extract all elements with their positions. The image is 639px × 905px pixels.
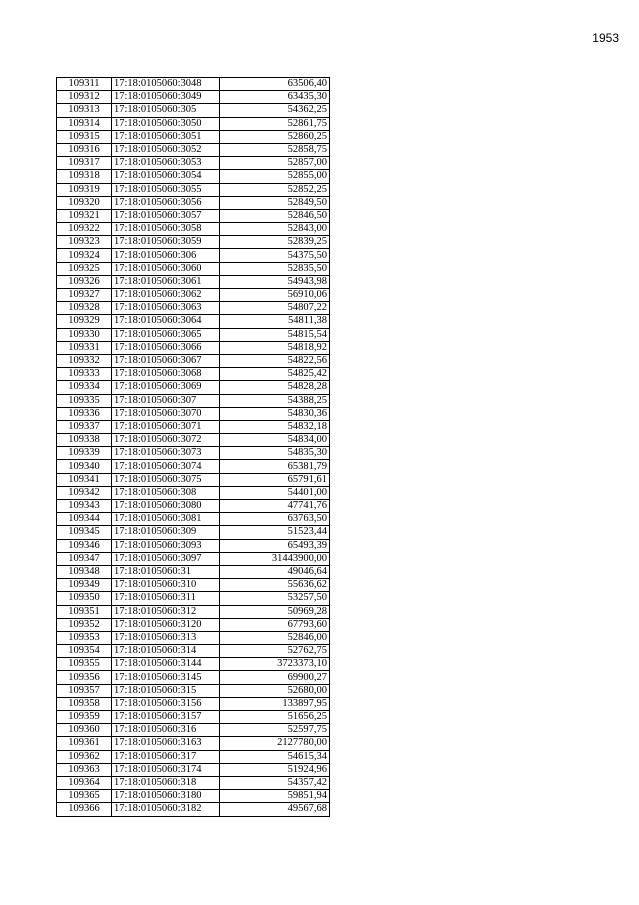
cadastral-number-cell: 17:18:0105060:3156 bbox=[112, 697, 220, 710]
table-row bbox=[57, 117, 330, 130]
cadastral-number-cell: 17:18:0105060:3060 bbox=[112, 262, 220, 275]
cadastral-number-cell: 17:18:0105060:3120 bbox=[112, 618, 220, 631]
row-number-cell: 109320 bbox=[57, 196, 112, 209]
table-row bbox=[57, 763, 330, 776]
value-cell: 31443900,00 bbox=[220, 552, 330, 565]
row-number-cell: 109344 bbox=[57, 513, 112, 526]
cadastral-number-cell: 17:18:0105060:307 bbox=[112, 394, 220, 407]
cadastral-number-cell: 17:18:0105060:3157 bbox=[112, 711, 220, 724]
row-number-cell: 109346 bbox=[57, 539, 112, 552]
row-number-cell: 109316 bbox=[57, 143, 112, 156]
cadastral-number-cell: 17:18:0105060:3097 bbox=[112, 552, 220, 565]
table-row bbox=[57, 183, 330, 196]
cadastral-number-cell: 17:18:0105060:3064 bbox=[112, 315, 220, 328]
table-row bbox=[57, 170, 330, 183]
row-number-cell: 109324 bbox=[57, 249, 112, 262]
cadastral-number-cell: 17:18:0105060:3049 bbox=[112, 91, 220, 104]
value-cell: 54832,18 bbox=[220, 420, 330, 433]
page-number: 1953 bbox=[592, 31, 619, 45]
table-row bbox=[57, 209, 330, 222]
row-number-cell: 109351 bbox=[57, 605, 112, 618]
row-number-cell: 109314 bbox=[57, 117, 112, 130]
table-row bbox=[57, 500, 330, 513]
cadastral-number-cell: 17:18:0105060:315 bbox=[112, 684, 220, 697]
row-number-cell: 109319 bbox=[57, 183, 112, 196]
value-cell: 54822,56 bbox=[220, 354, 330, 367]
cadastral-number-cell: 17:18:0105060:3080 bbox=[112, 500, 220, 513]
value-cell: 51656,25 bbox=[220, 711, 330, 724]
value-cell: 2127780,00 bbox=[220, 737, 330, 750]
row-number-cell: 109355 bbox=[57, 658, 112, 671]
value-cell: 55636,62 bbox=[220, 579, 330, 592]
table-row bbox=[57, 776, 330, 789]
row-number-cell: 109326 bbox=[57, 275, 112, 288]
table-row bbox=[57, 447, 330, 460]
value-cell: 47741,76 bbox=[220, 500, 330, 513]
table-row bbox=[57, 368, 330, 381]
row-number-cell: 109360 bbox=[57, 724, 112, 737]
row-number-cell: 109357 bbox=[57, 684, 112, 697]
table-body bbox=[57, 78, 330, 817]
cadastral-number-cell: 17:18:0105060:3182 bbox=[112, 803, 220, 816]
value-cell: 52843,00 bbox=[220, 223, 330, 236]
table-row bbox=[57, 130, 330, 143]
table-row bbox=[57, 803, 330, 816]
row-number-cell: 109325 bbox=[57, 262, 112, 275]
cadastral-number-cell: 17:18:0105060:3059 bbox=[112, 236, 220, 249]
row-number-cell: 109347 bbox=[57, 552, 112, 565]
cadastral-number-cell: 17:18:0105060:3068 bbox=[112, 368, 220, 381]
value-cell: 63435,30 bbox=[220, 91, 330, 104]
row-number-cell: 109358 bbox=[57, 697, 112, 710]
row-number-cell: 109342 bbox=[57, 486, 112, 499]
value-cell: 52680,00 bbox=[220, 684, 330, 697]
row-number-cell: 109363 bbox=[57, 763, 112, 776]
cadastral-number-cell: 17:18:0105060:3073 bbox=[112, 447, 220, 460]
cadastral-number-cell: 17:18:0105060:3053 bbox=[112, 157, 220, 170]
value-cell: 54830,36 bbox=[220, 407, 330, 420]
table-row bbox=[57, 354, 330, 367]
value-cell: 52839,25 bbox=[220, 236, 330, 249]
table-row bbox=[57, 262, 330, 275]
value-cell: 3723373,10 bbox=[220, 658, 330, 671]
table-row bbox=[57, 473, 330, 486]
cadastral-number-cell: 17:18:0105060:3174 bbox=[112, 763, 220, 776]
row-number-cell: 109312 bbox=[57, 91, 112, 104]
table-row bbox=[57, 460, 330, 473]
row-number-cell: 109313 bbox=[57, 104, 112, 117]
table-row bbox=[57, 631, 330, 644]
value-cell: 49046,64 bbox=[220, 565, 330, 578]
cadastral-number-cell: 17:18:0105060:3074 bbox=[112, 460, 220, 473]
value-cell: 65381,79 bbox=[220, 460, 330, 473]
value-cell: 54811,38 bbox=[220, 315, 330, 328]
table-row bbox=[57, 249, 330, 262]
value-cell: 54943,98 bbox=[220, 275, 330, 288]
table-row bbox=[57, 565, 330, 578]
value-cell: 52835,50 bbox=[220, 262, 330, 275]
row-number-cell: 109352 bbox=[57, 618, 112, 631]
cadastral-number-cell: 17:18:0105060:3058 bbox=[112, 223, 220, 236]
cadastral-number-cell: 17:18:0105060:312 bbox=[112, 605, 220, 618]
table-row bbox=[57, 592, 330, 605]
cadastral-number-cell: 17:18:0105060:310 bbox=[112, 579, 220, 592]
value-cell: 54375,50 bbox=[220, 249, 330, 262]
row-number-cell: 109366 bbox=[57, 803, 112, 816]
table-row bbox=[57, 539, 330, 552]
table-row bbox=[57, 157, 330, 170]
cadastral-number-cell: 17:18:0105060:3072 bbox=[112, 434, 220, 447]
value-cell: 54825,42 bbox=[220, 368, 330, 381]
value-cell: 52846,00 bbox=[220, 631, 330, 644]
row-number-cell: 109322 bbox=[57, 223, 112, 236]
value-cell: 65791,61 bbox=[220, 473, 330, 486]
table-row bbox=[57, 236, 330, 249]
row-number-cell: 109365 bbox=[57, 790, 112, 803]
row-number-cell: 109356 bbox=[57, 671, 112, 684]
table-row bbox=[57, 223, 330, 236]
row-number-cell: 109332 bbox=[57, 354, 112, 367]
cadastral-number-cell: 17:18:0105060:3048 bbox=[112, 78, 220, 91]
row-number-cell: 109318 bbox=[57, 170, 112, 183]
row-number-cell: 109317 bbox=[57, 157, 112, 170]
cadastral-number-cell: 17:18:0105060:3069 bbox=[112, 381, 220, 394]
cadastral-value-table bbox=[56, 77, 330, 817]
row-number-cell: 109330 bbox=[57, 328, 112, 341]
cadastral-number-cell: 17:18:0105060:3163 bbox=[112, 737, 220, 750]
row-number-cell: 109348 bbox=[57, 565, 112, 578]
value-cell: 52855,00 bbox=[220, 170, 330, 183]
cadastral-number-cell: 17:18:0105060:3075 bbox=[112, 473, 220, 486]
row-number-cell: 109323 bbox=[57, 236, 112, 249]
row-number-cell: 109341 bbox=[57, 473, 112, 486]
cadastral-number-cell: 17:18:0105060:309 bbox=[112, 526, 220, 539]
cadastral-number-cell: 17:18:0105060:3052 bbox=[112, 143, 220, 156]
value-cell: 52861,75 bbox=[220, 117, 330, 130]
cadastral-number-cell: 17:18:0105060:3063 bbox=[112, 302, 220, 315]
value-cell: 54835,30 bbox=[220, 447, 330, 460]
table-row bbox=[57, 315, 330, 328]
table-row bbox=[57, 724, 330, 737]
value-cell: 54818,92 bbox=[220, 341, 330, 354]
table-row bbox=[57, 407, 330, 420]
table-row bbox=[57, 605, 330, 618]
table-row bbox=[57, 552, 330, 565]
value-cell: 63763,50 bbox=[220, 513, 330, 526]
cadastral-number-cell: 17:18:0105060:316 bbox=[112, 724, 220, 737]
cadastral-number-cell: 17:18:0105060:3061 bbox=[112, 275, 220, 288]
cadastral-number-cell: 17:18:0105060:3066 bbox=[112, 341, 220, 354]
cadastral-number-cell: 17:18:0105060:308 bbox=[112, 486, 220, 499]
cadastral-number-cell: 17:18:0105060:3070 bbox=[112, 407, 220, 420]
cadastral-number-cell: 17:18:0105060:3081 bbox=[112, 513, 220, 526]
value-cell: 133897,95 bbox=[220, 697, 330, 710]
row-number-cell: 109336 bbox=[57, 407, 112, 420]
table-row bbox=[57, 434, 330, 447]
row-number-cell: 109331 bbox=[57, 341, 112, 354]
table-row bbox=[57, 671, 330, 684]
table-row bbox=[57, 143, 330, 156]
table-row bbox=[57, 750, 330, 763]
row-number-cell: 109345 bbox=[57, 526, 112, 539]
cadastral-number-cell: 17:18:0105060:3050 bbox=[112, 117, 220, 130]
value-cell: 59851,94 bbox=[220, 790, 330, 803]
value-cell: 52852,25 bbox=[220, 183, 330, 196]
value-cell: 51924,96 bbox=[220, 763, 330, 776]
cadastral-number-cell: 17:18:0105060:3145 bbox=[112, 671, 220, 684]
value-cell: 54401,00 bbox=[220, 486, 330, 499]
cadastral-number-cell: 17:18:0105060:306 bbox=[112, 249, 220, 262]
table-row bbox=[57, 645, 330, 658]
value-cell: 52857,00 bbox=[220, 157, 330, 170]
cadastral-number-cell: 17:18:0105060:3065 bbox=[112, 328, 220, 341]
cadastral-number-cell: 17:18:0105060:314 bbox=[112, 645, 220, 658]
table-row bbox=[57, 394, 330, 407]
value-cell: 52849,50 bbox=[220, 196, 330, 209]
table-row bbox=[57, 381, 330, 394]
cadastral-number-cell: 17:18:0105060:3144 bbox=[112, 658, 220, 671]
row-number-cell: 109311 bbox=[57, 78, 112, 91]
value-cell: 54807,22 bbox=[220, 302, 330, 315]
table-row bbox=[57, 697, 330, 710]
value-cell: 52860,25 bbox=[220, 130, 330, 143]
row-number-cell: 109338 bbox=[57, 434, 112, 447]
cadastral-number-cell: 17:18:0105060:3071 bbox=[112, 420, 220, 433]
table-row bbox=[57, 302, 330, 315]
table-row bbox=[57, 486, 330, 499]
cadastral-number-cell: 17:18:0105060:305 bbox=[112, 104, 220, 117]
value-cell: 51523,44 bbox=[220, 526, 330, 539]
table-row bbox=[57, 91, 330, 104]
table-row bbox=[57, 658, 330, 671]
cadastral-number-cell: 17:18:0105060:3180 bbox=[112, 790, 220, 803]
value-cell: 54834,00 bbox=[220, 434, 330, 447]
table-row bbox=[57, 328, 330, 341]
row-number-cell: 109340 bbox=[57, 460, 112, 473]
row-number-cell: 109353 bbox=[57, 631, 112, 644]
value-cell: 69900,27 bbox=[220, 671, 330, 684]
row-number-cell: 109339 bbox=[57, 447, 112, 460]
table-row bbox=[57, 196, 330, 209]
cadastral-number-cell: 17:18:0105060:317 bbox=[112, 750, 220, 763]
value-cell: 52858,75 bbox=[220, 143, 330, 156]
row-number-cell: 109359 bbox=[57, 711, 112, 724]
value-cell: 52762,75 bbox=[220, 645, 330, 658]
cadastral-number-cell: 17:18:0105060:313 bbox=[112, 631, 220, 644]
row-number-cell: 109349 bbox=[57, 579, 112, 592]
value-cell: 54815,54 bbox=[220, 328, 330, 341]
cadastral-number-cell: 17:18:0105060:3057 bbox=[112, 209, 220, 222]
cadastral-number-cell: 17:18:0105060:31 bbox=[112, 565, 220, 578]
table-row bbox=[57, 737, 330, 750]
table-row bbox=[57, 420, 330, 433]
cadastral-number-cell: 17:18:0105060:3054 bbox=[112, 170, 220, 183]
row-number-cell: 109335 bbox=[57, 394, 112, 407]
table-row bbox=[57, 618, 330, 631]
row-number-cell: 109364 bbox=[57, 776, 112, 789]
value-cell: 52597,75 bbox=[220, 724, 330, 737]
cadastral-number-cell: 17:18:0105060:3056 bbox=[112, 196, 220, 209]
table-row bbox=[57, 579, 330, 592]
value-cell: 50969,28 bbox=[220, 605, 330, 618]
row-number-cell: 109343 bbox=[57, 500, 112, 513]
table-row bbox=[57, 341, 330, 354]
value-cell: 49567,68 bbox=[220, 803, 330, 816]
cadastral-number-cell: 17:18:0105060:3067 bbox=[112, 354, 220, 367]
table-row bbox=[57, 104, 330, 117]
cadastral-number-cell: 17:18:0105060:318 bbox=[112, 776, 220, 789]
value-cell: 65493,39 bbox=[220, 539, 330, 552]
value-cell: 52846,50 bbox=[220, 209, 330, 222]
cadastral-number-cell: 17:18:0105060:3055 bbox=[112, 183, 220, 196]
value-cell: 54357,42 bbox=[220, 776, 330, 789]
table-row bbox=[57, 275, 330, 288]
row-number-cell: 109321 bbox=[57, 209, 112, 222]
value-cell: 54828,28 bbox=[220, 381, 330, 394]
value-cell: 54615,34 bbox=[220, 750, 330, 763]
row-number-cell: 109337 bbox=[57, 420, 112, 433]
table-row bbox=[57, 526, 330, 539]
table-row bbox=[57, 513, 330, 526]
value-cell: 67793,60 bbox=[220, 618, 330, 631]
table-row bbox=[57, 684, 330, 697]
table-row bbox=[57, 711, 330, 724]
row-number-cell: 109328 bbox=[57, 302, 112, 315]
row-number-cell: 109362 bbox=[57, 750, 112, 763]
value-cell: 54388,25 bbox=[220, 394, 330, 407]
cadastral-number-cell: 17:18:0105060:3093 bbox=[112, 539, 220, 552]
value-cell: 54362,25 bbox=[220, 104, 330, 117]
row-number-cell: 109354 bbox=[57, 645, 112, 658]
value-cell: 63506,40 bbox=[220, 78, 330, 91]
cadastral-number-cell: 17:18:0105060:311 bbox=[112, 592, 220, 605]
cadastral-number-cell: 17:18:0105060:3062 bbox=[112, 289, 220, 302]
table-row bbox=[57, 289, 330, 302]
row-number-cell: 109334 bbox=[57, 381, 112, 394]
row-number-cell: 109329 bbox=[57, 315, 112, 328]
cadastral-number-cell: 17:18:0105060:3051 bbox=[112, 130, 220, 143]
value-cell: 53257,50 bbox=[220, 592, 330, 605]
row-number-cell: 109350 bbox=[57, 592, 112, 605]
value-cell: 56910,06 bbox=[220, 289, 330, 302]
row-number-cell: 109361 bbox=[57, 737, 112, 750]
table-row bbox=[57, 78, 330, 91]
row-number-cell: 109327 bbox=[57, 289, 112, 302]
table-row bbox=[57, 790, 330, 803]
row-number-cell: 109315 bbox=[57, 130, 112, 143]
row-number-cell: 109333 bbox=[57, 368, 112, 381]
